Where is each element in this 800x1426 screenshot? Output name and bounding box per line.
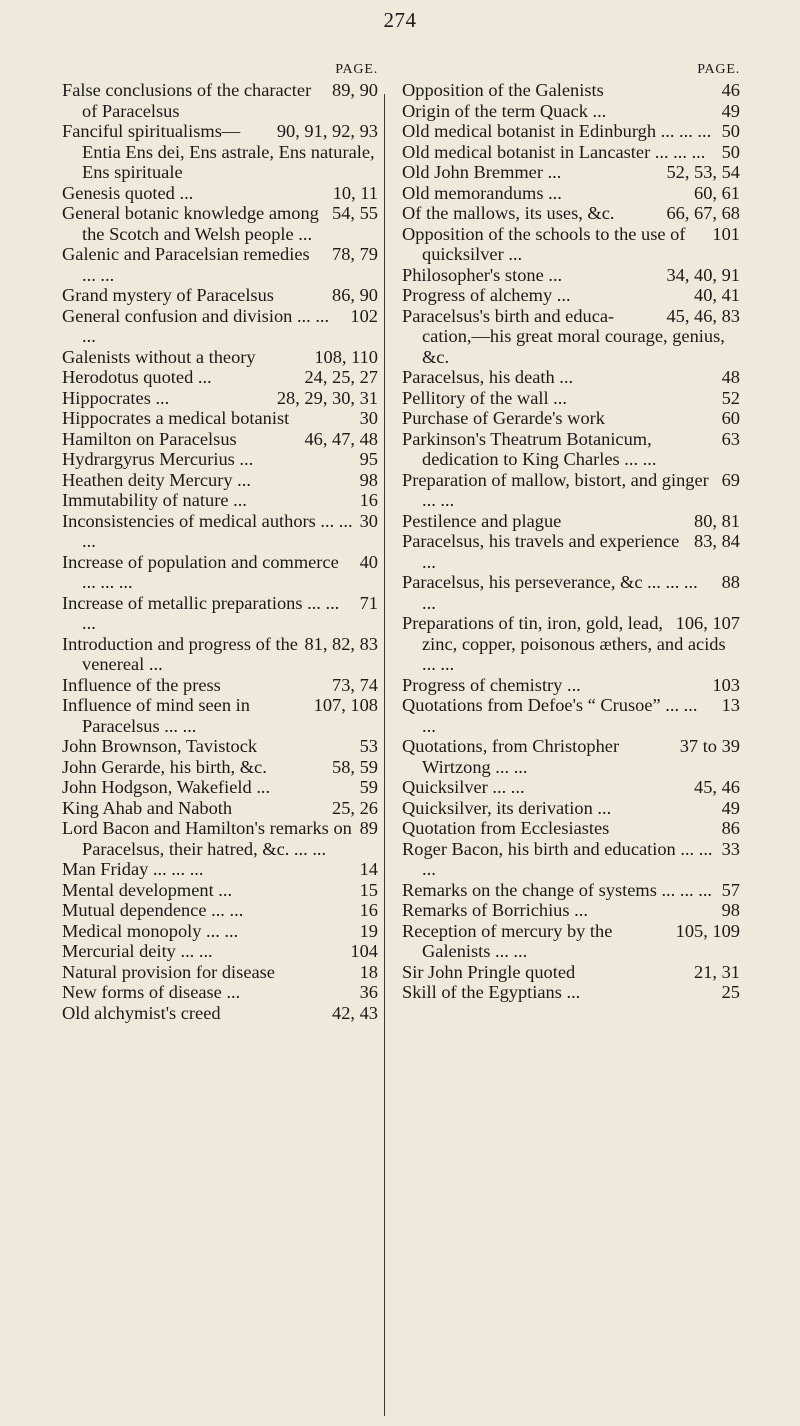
entry-pages: 105, 109: [675, 920, 740, 941]
index-entry: [62, 962, 378, 983]
index-entry: [62, 367, 378, 388]
entry-pages: 16: [359, 490, 378, 510]
index-column-right: [402, 60, 740, 1003]
entry-text: Galenic and Paracelsian remedies ... ...: [62, 244, 310, 285]
entry-pages: 54, 55: [332, 203, 378, 223]
entry-pages: 102: [350, 305, 378, 326]
index-column-left: [62, 60, 378, 1023]
entry-text: Grand mystery of Paracelsus: [62, 285, 274, 305]
index-entry: [402, 224, 740, 265]
index-entry: [62, 777, 378, 798]
index-entry: [402, 429, 740, 470]
entry-text: Influence of the press: [62, 674, 221, 695]
entry-pages: 13: [721, 695, 740, 715]
index-entry: [402, 388, 740, 409]
entry-text: Quotations, from Christopher Wirtzong ... ...: [402, 736, 620, 777]
index-entry: [402, 613, 740, 675]
entry-pages: 57: [721, 879, 740, 900]
entry-text: Origin of the term Quack ...: [402, 100, 607, 121]
entry-text: False conclusions of the character of Paracelsus: [62, 80, 312, 121]
index-entry: [62, 859, 378, 880]
entry-pages: 40: [359, 551, 378, 572]
entry-pages: 21, 31: [694, 961, 740, 982]
entry-pages: 14: [359, 859, 378, 879]
entry-pages: 95: [359, 449, 378, 469]
entry-pages: 25: [721, 982, 740, 1002]
index-entry: [62, 347, 378, 368]
entry-text: Preparations of tin, iron, gold, lead, zinc, copper, poisonous æthers, and acids ... ...: [402, 613, 726, 674]
entry-pages: 18: [359, 961, 378, 982]
index-entry: [402, 470, 740, 511]
entry-pages: 37 to 39: [679, 736, 740, 756]
index-entry: [62, 449, 378, 470]
entry-pages: 71: [359, 592, 378, 613]
index-entries-left: [62, 80, 378, 1023]
index-entry: [402, 962, 740, 983]
index-entry: [62, 490, 378, 511]
entry-text: Pestilence and plague: [402, 510, 562, 531]
entry-text: Hydrargyrus Mercurius ...: [62, 449, 254, 469]
entry-text: New forms of disease ...: [62, 982, 241, 1002]
entry-pages: 34, 40, 91: [666, 264, 740, 285]
entry-pages: 24, 25, 27: [304, 367, 378, 387]
index-entry: [62, 511, 378, 552]
index-entry: [62, 388, 378, 409]
index-entry: [62, 470, 378, 491]
entry-text: Heathen deity Mercury ...: [62, 469, 251, 490]
entry-text: Quotation from Ecclesiastes: [402, 818, 610, 838]
entry-pages: 42, 43: [332, 1002, 378, 1023]
page-number: 274: [383, 8, 417, 32]
index-entry: [62, 306, 378, 347]
entry-text: Reception of mercury by the Galenists ... ...: [402, 920, 613, 961]
entry-pages: 30: [359, 408, 378, 428]
entry-pages: 15: [359, 879, 378, 900]
entry-text: Hippocrates ...: [62, 387, 170, 408]
index-entry: [402, 408, 740, 429]
entry-text: Quotations from Defoe's “ Crusoe” ... ... ...: [402, 695, 698, 736]
entry-pages: 36: [359, 982, 378, 1002]
entry-pages: 46, 47, 48: [304, 428, 378, 449]
index-entries-right: [402, 80, 740, 1003]
entry-text: Old medical botanist in Edinburgh ... ... ...: [402, 121, 712, 141]
index-entry: [402, 695, 740, 736]
entry-text: Immutability of nature ...: [62, 490, 247, 510]
index-entry: [402, 203, 740, 224]
entry-text: Lord Bacon and Hamilton's remarks on Paracelsus, their hatred, &c. ... ...: [62, 818, 352, 859]
entry-text: Pellitory of the wall ...: [402, 387, 567, 408]
entry-text: Mental development ...: [62, 879, 233, 900]
entry-pages: 49: [721, 797, 740, 818]
entry-text: Progress of chemistry ...: [402, 674, 581, 695]
entry-text: John Hodgson, Wakefield ...: [62, 777, 271, 797]
index-entry: [402, 306, 740, 368]
entry-pages: 89: [359, 818, 378, 838]
entry-pages: 104: [350, 941, 378, 961]
index-entry: [402, 818, 740, 839]
entry-text: Preparation of mallow, bistort, and ginger ... ...: [402, 469, 709, 510]
entry-pages: 33: [721, 838, 740, 859]
entry-pages: 52, 53, 54: [666, 162, 740, 182]
entry-text: Skill of the Egyptians ...: [402, 982, 581, 1002]
entry-text: Influence of mind seen in Paracelsus ... ...: [62, 695, 250, 736]
index-entry: [402, 531, 740, 572]
index-entry: [402, 777, 740, 798]
entry-text: Increase of metallic preparations ... ... ...: [62, 592, 340, 633]
index-entry: [402, 511, 740, 532]
entry-pages: 28, 29, 30, 31: [276, 387, 378, 408]
index-entry: [402, 183, 740, 204]
entry-pages: 98: [359, 469, 378, 490]
index-entry: [62, 900, 378, 921]
index-entry: [402, 142, 740, 163]
entry-text: Philosopher's stone ...: [402, 264, 563, 285]
index-entry: [62, 675, 378, 696]
entry-text: Purchase of Gerarde's work: [402, 408, 605, 428]
entry-text: Galenists without a theory: [62, 346, 256, 367]
index-entry: [402, 80, 740, 101]
entry-pages: 66, 67, 68: [666, 203, 740, 223]
index-entry: [62, 80, 378, 121]
index-entry: [402, 982, 740, 1003]
entry-pages: 63: [721, 428, 740, 449]
index-entry: [402, 121, 740, 142]
index-entry: [62, 1003, 378, 1024]
entry-pages: 58, 59: [332, 756, 378, 777]
entry-text: John Gerarde, his birth, &c.: [62, 756, 267, 777]
index-entry: [62, 818, 378, 859]
entry-pages: 25, 26: [332, 797, 378, 818]
entry-text: Remarks on the change of systems ... ... ...: [402, 879, 713, 900]
index-entry: [62, 429, 378, 450]
entry-pages: 59: [359, 777, 378, 797]
entry-text: Genesis quoted ...: [62, 182, 194, 203]
entry-pages: 53: [359, 736, 378, 756]
index-entry: [62, 798, 378, 819]
entry-text: Increase of population and commerce ... ... ...: [62, 551, 339, 592]
entry-pages: 86, 90: [332, 285, 378, 305]
entry-pages: 69: [721, 469, 740, 490]
entry-text: General botanic knowledge among the Scotch and Welsh people ...: [62, 203, 319, 244]
entry-text: Paracelsus's birth and educa- cation,—his great moral courage, genius, &c.: [402, 305, 725, 367]
entry-text: King Ahab and Naboth: [62, 797, 233, 818]
entry-pages: 86: [721, 818, 740, 838]
index-entry: [62, 921, 378, 942]
index-entry: [402, 572, 740, 613]
entry-text: Man Friday ... ... ...: [62, 859, 204, 879]
index-entry: [402, 367, 740, 388]
entry-pages: 106, 107: [675, 613, 740, 633]
entry-text: Herodotus quoted ...: [62, 367, 212, 387]
entry-pages: 98: [721, 900, 740, 920]
index-entry: [62, 203, 378, 244]
entry-text: Paracelsus, his perseverance, &c ... ... ... ...: [402, 572, 698, 613]
entry-text: Of the mallows, its uses, &c.: [402, 203, 615, 223]
entry-text: Paracelsus, his death ...: [402, 367, 574, 387]
index-entry: [402, 839, 740, 880]
entry-text: Parkinson's Theatrum Botanicum, dedication to King Charles ... ...: [402, 428, 657, 469]
entry-text: Quicksilver, its derivation ...: [402, 797, 612, 818]
entry-pages: 80, 81: [694, 510, 740, 531]
index-entry: [62, 183, 378, 204]
index-entry: [402, 675, 740, 696]
entry-text: Roger Bacon, his birth and education ... ... ...: [402, 838, 713, 879]
index-entry: [402, 265, 740, 286]
index-entry: [62, 552, 378, 593]
entry-pages: 19: [359, 920, 378, 941]
index-entry: [402, 921, 740, 962]
index-entry: [62, 880, 378, 901]
entry-text: Quicksilver ... ...: [402, 777, 525, 797]
index-entry: [402, 101, 740, 122]
index-entry: [402, 798, 740, 819]
page-column-header: PAGE.: [697, 62, 740, 77]
entry-pages: 45, 46: [694, 777, 740, 797]
entry-pages: 40, 41: [694, 285, 740, 305]
entry-text: Paracelsus, his travels and experience ...: [402, 531, 680, 572]
index-entry: [62, 757, 378, 778]
entry-pages: 90, 91, 92, 93: [276, 121, 378, 141]
entry-text: Medical monopoly ... ...: [62, 920, 239, 941]
index-entry: [402, 162, 740, 183]
entry-pages: 107, 108: [313, 695, 378, 715]
entry-pages: 83, 84: [694, 531, 740, 551]
index-entry: [62, 593, 378, 634]
entry-text: Old John Bremmer ...: [402, 162, 562, 182]
index-entry: [402, 285, 740, 306]
entry-text: Natural provision for disease: [62, 961, 275, 982]
index-entry: [402, 736, 740, 777]
entry-text: Hamilton on Paracelsus: [62, 428, 237, 449]
entry-text: Inconsistencies of medical authors ... ... ...: [62, 510, 353, 551]
entry-pages: 10, 11: [332, 182, 378, 203]
entry-text: Old medical botanist in Lancaster ... ... ...: [402, 141, 706, 162]
entry-text: Fanciful spiritualisms—Entia Ens dei, Ens astrale, Ens naturale, Ens spirituale: [62, 121, 375, 182]
entry-pages: 45, 46, 83: [666, 305, 740, 326]
entry-pages: 89, 90: [332, 80, 378, 100]
entry-text: Hippocrates a medical botanist: [62, 408, 290, 428]
entry-pages: 88: [721, 572, 740, 592]
entry-pages: 50: [721, 141, 740, 162]
index-entry: [62, 634, 378, 675]
index-entry: [62, 408, 378, 429]
entry-text: Mercurial deity ... ...: [62, 941, 213, 961]
entry-text: Remarks of Borrichius ...: [402, 900, 588, 920]
entry-text: Opposition of the schools to the use of quicksilver ...: [402, 223, 686, 264]
entry-pages: 73, 74: [332, 674, 378, 695]
entry-text: Sir John Pringle quoted: [402, 961, 576, 982]
index-entry: [62, 941, 378, 962]
entry-text: Mutual dependence ... ...: [62, 900, 244, 920]
index-entry: [62, 244, 378, 285]
entry-text: Introduction and progress of the venereal ...: [62, 633, 298, 674]
entry-pages: 16: [359, 900, 378, 920]
entry-pages: 108, 110: [314, 346, 378, 367]
entry-pages: 50: [721, 121, 740, 141]
index-entry: [402, 880, 740, 901]
entry-text: John Brownson, Tavistock: [62, 736, 258, 756]
entry-text: Progress of alchemy ...: [402, 285, 571, 305]
entry-pages: 48: [721, 367, 740, 387]
column-divider: [384, 94, 385, 1416]
entry-pages: 103: [712, 674, 740, 695]
index-entry: [62, 695, 378, 736]
page-column-header: PAGE.: [335, 62, 378, 77]
entry-pages: 60, 61: [694, 182, 740, 203]
entry-pages: 81, 82, 83: [304, 633, 378, 654]
entry-pages: 49: [721, 100, 740, 121]
index-entry: [62, 982, 378, 1003]
index-entry: [62, 736, 378, 757]
index-entry: [402, 900, 740, 921]
entry-pages: 52: [721, 387, 740, 408]
entry-text: Opposition of the Galenists: [402, 80, 604, 100]
entry-text: General confusion and division ... ... ...: [62, 305, 330, 346]
index-entry: [62, 285, 378, 306]
index-entry: [62, 121, 378, 183]
entry-pages: 30: [359, 510, 378, 531]
entry-text: Old memorandums ...: [402, 182, 562, 203]
entry-text: Old alchymist's creed: [62, 1002, 221, 1023]
entry-pages: 46: [721, 80, 740, 100]
entry-pages: 78, 79: [332, 244, 378, 264]
entry-pages: 101: [712, 223, 740, 244]
entry-pages: 60: [721, 408, 740, 428]
